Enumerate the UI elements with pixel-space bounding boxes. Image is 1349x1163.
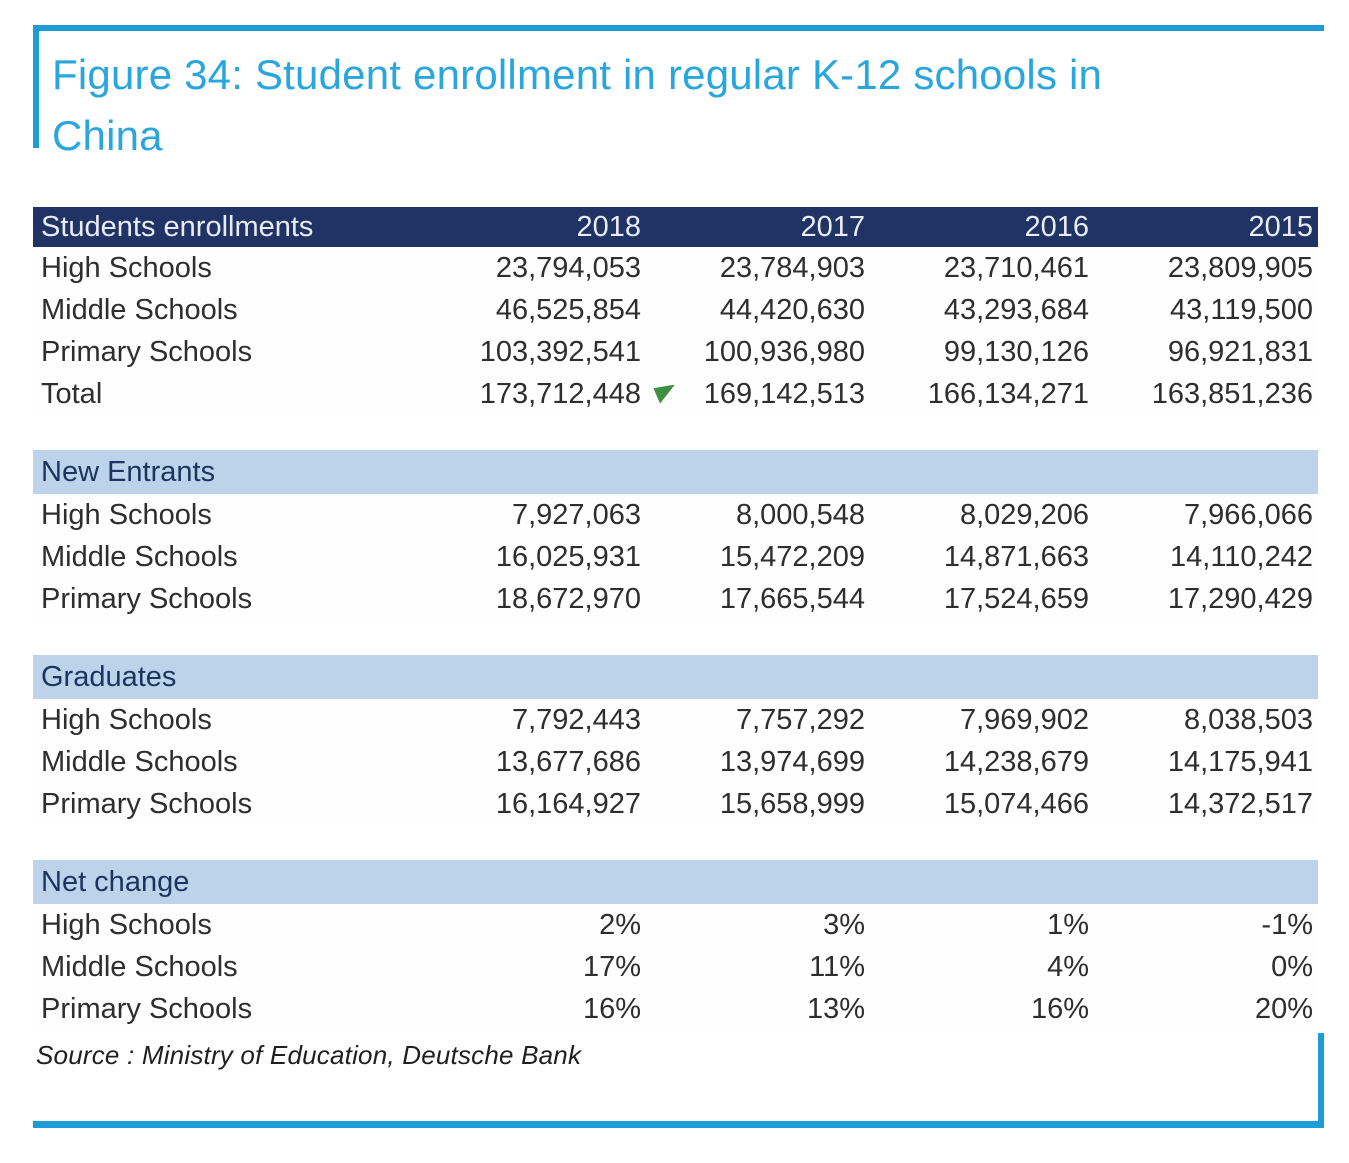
- value-cell: 43,293,684: [943, 293, 1089, 326]
- row-label: Middle Schools: [41, 540, 238, 573]
- value-cell: 7,969,902: [959, 703, 1089, 736]
- table-row: [33, 904, 1318, 946]
- section-band: Net change: [33, 860, 1318, 904]
- value-cell: 166,134,271: [927, 377, 1089, 410]
- table-header-label: Students enrollments: [41, 210, 314, 243]
- value-cell: 4%: [1047, 950, 1089, 983]
- row-label: Total: [41, 377, 103, 410]
- enrollment-table: [33, 207, 1318, 1030]
- value-cell: 17,665,544: [719, 582, 865, 615]
- value-cell: 2%: [599, 908, 641, 941]
- table-row: [33, 289, 1318, 331]
- value-cell: 14,110,242: [1170, 540, 1313, 573]
- table-header-row: [33, 207, 1318, 247]
- value-cell: 173,712,448: [422, 378, 646, 411]
- value-cell: 16%: [1030, 992, 1089, 1025]
- value-cell: 23,794,053: [495, 251, 641, 284]
- table-row: [33, 988, 1318, 1030]
- right-rule-line: [1318, 1033, 1324, 1122]
- value-cell: 100,936,980: [703, 335, 865, 368]
- value-cell: 20%: [1254, 992, 1313, 1025]
- value-cell: 8,029,206: [959, 498, 1089, 531]
- value-cell: 23,809,905: [1167, 251, 1313, 284]
- table-row: [33, 494, 1318, 536]
- figure-title-line1: Figure 34: Student enrollment in regular K-12 schools in: [52, 51, 1103, 98]
- table-row: [33, 578, 1318, 620]
- value-cell: 14,175,941: [1167, 745, 1313, 778]
- value-cell: 99,130,126: [943, 335, 1089, 368]
- value-cell: 13,677,686: [495, 745, 641, 778]
- year-column-header: 2017: [800, 210, 865, 243]
- section-band: New Entrants: [33, 450, 1318, 494]
- year-column-header: 2018: [576, 210, 641, 243]
- table-body: [33, 247, 1318, 1030]
- row-label: Primary Schools: [41, 787, 253, 820]
- section-band: Graduates: [33, 655, 1318, 699]
- year-column-header: 2015: [1248, 210, 1313, 243]
- table-row: [33, 783, 1318, 825]
- value-cell: -1%: [1261, 908, 1313, 941]
- top-rule-line: [33, 25, 1324, 31]
- table-row: [33, 536, 1318, 578]
- value-cell: 14,871,663: [943, 540, 1089, 573]
- table-row: [33, 741, 1318, 783]
- value-cell: 1%: [1047, 908, 1089, 941]
- value-cell: 23,710,461: [943, 251, 1089, 284]
- row-label: Primary Schools: [41, 992, 253, 1025]
- value-cell: 44,420,630: [719, 293, 865, 326]
- value-cell: 15,472,209: [719, 540, 865, 573]
- row-label: Primary Schools: [41, 335, 253, 368]
- value-cell: 16%: [582, 992, 641, 1025]
- value-cell: 16,025,931: [495, 540, 641, 573]
- row-label: Middle Schools: [41, 950, 238, 983]
- value-cell: 46,525,854: [495, 293, 641, 326]
- value-cell: 7,757,292: [735, 703, 865, 736]
- row-label: High Schools: [41, 498, 212, 531]
- row-label: Middle Schools: [41, 745, 238, 778]
- value-cell: 13,974,699: [719, 745, 865, 778]
- row-label: Middle Schools: [41, 293, 238, 326]
- value-cell: 96,921,831: [1167, 335, 1313, 368]
- year-column-header: 2016: [1024, 210, 1089, 243]
- value-cell: 17,524,659: [943, 582, 1089, 615]
- table-row: [33, 247, 1318, 289]
- source-note: Source : Ministry of Education, Deutsche Bank: [36, 1040, 582, 1070]
- value-cell: 8,000,548: [735, 498, 865, 531]
- value-cell: 18,672,970: [495, 582, 641, 615]
- table-row: [33, 331, 1318, 373]
- value-cell: 14,238,679: [943, 745, 1089, 778]
- row-label: High Schools: [41, 908, 212, 941]
- row-label: High Schools: [41, 251, 212, 284]
- figure-title: [52, 44, 1302, 166]
- value-cell: 3%: [823, 908, 865, 941]
- value-cell: 15,658,999: [719, 787, 865, 820]
- value-cell: 163,851,236: [1151, 377, 1313, 410]
- table-row: [33, 946, 1318, 988]
- value-cell: 16,164,927: [495, 787, 641, 820]
- table-row: [33, 373, 1318, 415]
- value-cell: 7,792,443: [511, 703, 641, 736]
- value-cell: 15,074,466: [943, 787, 1089, 820]
- value-cell: 103,392,541: [479, 335, 641, 368]
- value-cell: 23,784,903: [719, 251, 865, 284]
- left-rule-line: [33, 25, 39, 148]
- value-cell: 14,372,517: [1167, 787, 1313, 820]
- value-cell: 17,290,429: [1167, 582, 1313, 615]
- figure-title-line2: China: [52, 112, 163, 159]
- table-row: [33, 699, 1318, 741]
- value-cell: 0%: [1271, 950, 1313, 983]
- value-cell: 7,927,063: [511, 498, 641, 531]
- row-label: Primary Schools: [41, 582, 253, 615]
- value-cell: 7,966,066: [1183, 498, 1313, 531]
- value-cell: 8,038,503: [1183, 703, 1313, 736]
- bottom-rule-line: [33, 1121, 1324, 1128]
- value-cell: 11%: [809, 950, 865, 983]
- value-cell: 169,142,513: [703, 377, 865, 410]
- row-label: High Schools: [41, 703, 212, 736]
- value-cell: 17%: [582, 950, 641, 983]
- value-cell: 43,119,500: [1170, 293, 1313, 326]
- value-cell: 13%: [806, 992, 865, 1025]
